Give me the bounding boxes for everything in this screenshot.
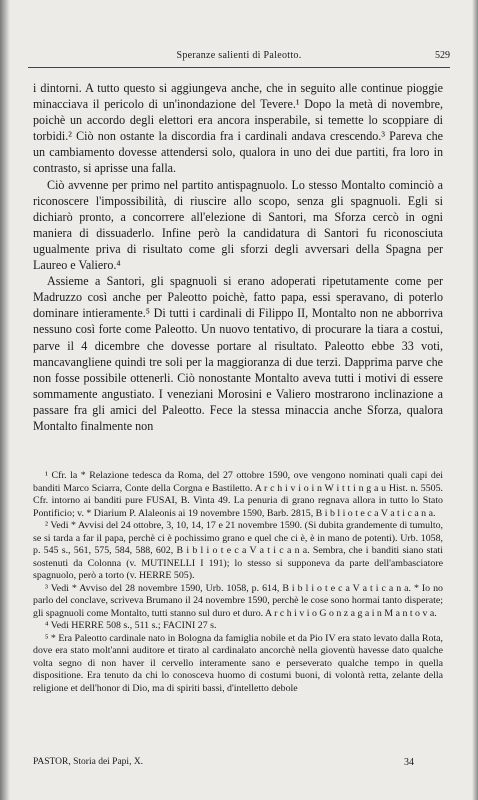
book-note: PASTOR, Storia dei Papi, X. [33, 757, 144, 767]
footnotes [33, 470, 443, 695]
running-header [28, 50, 450, 64]
footnote: ⁵ * Era Paleotto cardinale nato in Bologna da famiglia nobile et da Pio IV era stato levato dalla Rota, dove era stato molt'anni auditore et tirato al cardinalato ancorchè nella gioventù havesse dato qualche volta segno di non haver il cervello interamente sano e perseverato qualche tempo in quella dispositione. Era tenuto da chi lo conosceva huomo di costumi buoni, di volontà retta, zelante della religione et dell'honor di Dio, ma di spiriti bassi, d'intelletto debole [33, 632, 443, 694]
signature-mark: 34 [404, 757, 414, 768]
footnote: ² Vedi * Avvisi del 24 ottobre, 3, 10, 14, 17 e 21 novembre 1590. (Si dubita grandemente di tumulto, se si tarda a far il papa, perchè ci è pochissimo grano e quel che ci è, è in mano de potenti). Urb. 1058, p. 545 s., 561, 575, 584, 588, 602, B i b l i o t e c a V a t i c a n a. Sembra, che i banditi siano stati sostenuti da Colonna (v. MUTINELLI I 191); lo stesso si supponeva da parte dell'ambasciatore spagnuolo, però a torto (v. HERRE 505). [33, 520, 443, 581]
footnote: ⁴ Vedi HERRE 508 s., 511 s.; FACINI 27 s. [45, 620, 217, 631]
page-edge-shadow-right [472, 0, 478, 800]
main-text [33, 80, 443, 434]
footnote: ³ Vedi * Avviso del 28 novembre 1590, Urb. 1058, p. 614, B i b l i o t e c a V a t i c a n a. * Io no parlo del conclave, scriveva Brumano il 24 novembre 1590, perchè le cose sono hormai tanto disperate; gli spagnuoli come Montalto, tutti stanno sul duro et duro. A r c h i v i o G o n z a g a i n M a n t o v a. [33, 582, 443, 619]
body-paragraph: i dintorni. A tutto questo si aggiungeva anche, che in seguito alle continue pioggie minacciava il pericolo di un'inondazione del Tevere.¹ Dopo la metà di novembre, poichè un accordo degli elettori era ancora insperabile, si temette lo scoppiare di torbidi.² Ciò non ostante la discordia fra i cardinali andava crescendo.³ Pareva che un cambiamento dovesse attendersi solo, qualora in uno dei due partiti, fra loro in contrasto, si aprisse una falla. [33, 81, 443, 176]
page-number: 529 [435, 50, 450, 61]
running-title: Speranze salienti di Paleotto. [176, 50, 302, 61]
body-paragraph: Ciò avvenne per primo nel partito antispagnuolo. Lo stesso Montalto cominciò a riconoscere l'impossibilità, di riuscire allo scopo, senza gli spagnuoli. Egli si dichiarò pronto, a concorrere all'elezione di Santori, ma Sforza cercò in ogni maniera di dissuaderlo. Infine però la candidatura di Santori fu riconosciuta ugualmente priva di risultato come gli sforzi degli avversari della Spagna per Laureo e Valiero.⁴ [33, 177, 443, 273]
footnote: ¹ Cfr. la * Relazione tedesca da Roma, del 27 ottobre 1590, ove vengono nominati quali capi dei banditi Marco Sciarra, Conte della Corgna e Bastiletto. A r c h i v i o i n W i t t i n g a u Hist. n. 5505. Cfr. intorno ai banditi pure FUSAI, B. Vinta 49. La penuria di grano regnava allora in tutto lo Stato Pontificio; v. * Diarium P. Alaleonis ai 19 novembre 1590, Barb. 2815, B i b l i o t e c a V a t i c a n a. [33, 470, 443, 519]
page-edge-shadow-left [0, 0, 10, 800]
body-paragraph: Assieme a Santori, gli spagnuoli si erano adoperati ripetutamente come per Madruzzo così anche per Paleotto poichè, fatto papa, essi speravano, di poterlo dominare intieramente.⁵ Di tutti i cardinali di Filippo II, Montalto non ne abborriva nessuno così forte come Paleotto. Un nuovo tentativo, di procurare la tiara a costui, parve il 4 dicembre che dovesse portare al risultato. Paleotto ebbe 33 voti, mancavangliene quindi tre soli per la maggioranza di due terzi. Dapprima parve che non fosse possibile ottenerli. Ciò nonostante Montalto aveva tutti i motivi di essere sommamente angustiato. I veneziani Morosini e Valiero mostrarono inclinazione a passare fra gli amici del Paleotto. Fece la stessa minaccia anche Sforza, qualora Montalto finalmente non [33, 274, 443, 433]
header-rule [28, 67, 450, 68]
